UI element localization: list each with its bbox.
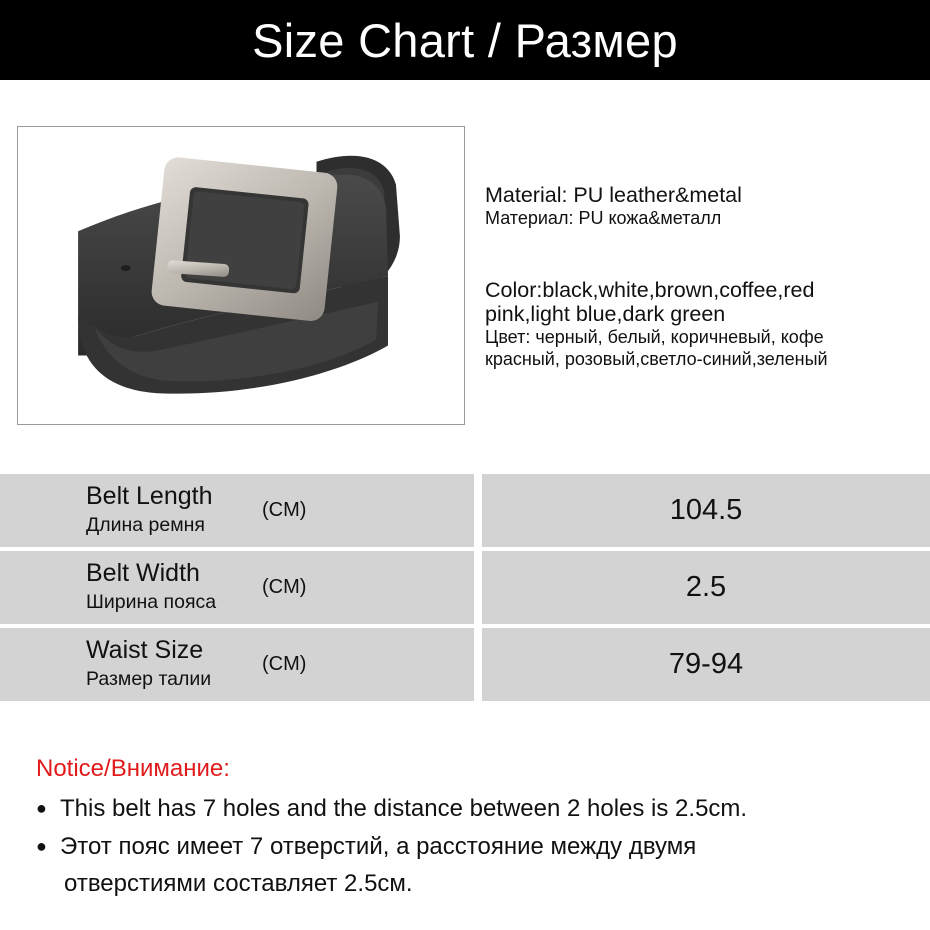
notice-bullet-en xyxy=(36,790,747,827)
row-unit: (CM) xyxy=(262,499,307,521)
color-info xyxy=(485,278,828,370)
notice-title: Notice/Внимание: xyxy=(36,755,230,782)
table-row xyxy=(0,628,930,701)
row-value: 79-94 xyxy=(668,648,744,680)
row-label-ru: Длина ремня xyxy=(86,514,205,536)
row-label-cell xyxy=(0,628,474,701)
notice-line-en: This belt has 7 holes and the distance between 2 holes is 2.5cm. xyxy=(60,795,748,822)
page-header xyxy=(0,0,930,80)
material-en: Material: PU leather&metal xyxy=(485,183,742,207)
row-label-ru: Ширина пояса xyxy=(86,591,217,613)
table-row xyxy=(0,474,930,547)
row-label-cell xyxy=(0,551,474,624)
row-label-ru: Размер талии xyxy=(86,668,212,690)
color-en-line1: Color:black,white,brown,coffee,red xyxy=(485,278,815,302)
product-image xyxy=(17,126,465,425)
table-row xyxy=(0,551,930,624)
row-unit: (CM) xyxy=(262,653,307,675)
row-value-cell xyxy=(482,628,930,701)
color-ru-line2: красный, розовый,светло-синий,зеленый xyxy=(485,349,828,369)
row-unit: (CM) xyxy=(262,576,307,598)
row-value-cell xyxy=(482,551,930,624)
row-label-cell xyxy=(0,474,474,547)
color-en-line2: pink,light blue,dark green xyxy=(485,302,726,326)
notice-line-ru-a: Этот пояс имеет 7 отверстий, а расстояние между двумя xyxy=(60,833,697,860)
notice-bullet-ru xyxy=(36,828,696,902)
color-ru-line1: Цвет: черный, белый, коричневый, кофе xyxy=(485,327,824,347)
row-value: 2.5 xyxy=(685,571,727,603)
belt-illustration xyxy=(18,127,464,424)
row-value: 104.5 xyxy=(669,494,743,526)
row-label-en: Belt Length xyxy=(86,482,213,510)
bullet-icon: ● xyxy=(36,798,47,818)
row-value-cell xyxy=(482,474,930,547)
material-ru: Материал: PU кожа&металл xyxy=(485,208,722,228)
material-info xyxy=(485,183,742,229)
row-label-en: Waist Size xyxy=(86,636,204,664)
notice-line-ru-b: отверстиями составляет 2.5см. xyxy=(64,870,413,897)
bullet-icon: ● xyxy=(36,836,47,856)
row-label-en: Belt Width xyxy=(86,559,200,587)
page-title: Size Chart / Размер xyxy=(252,13,678,67)
